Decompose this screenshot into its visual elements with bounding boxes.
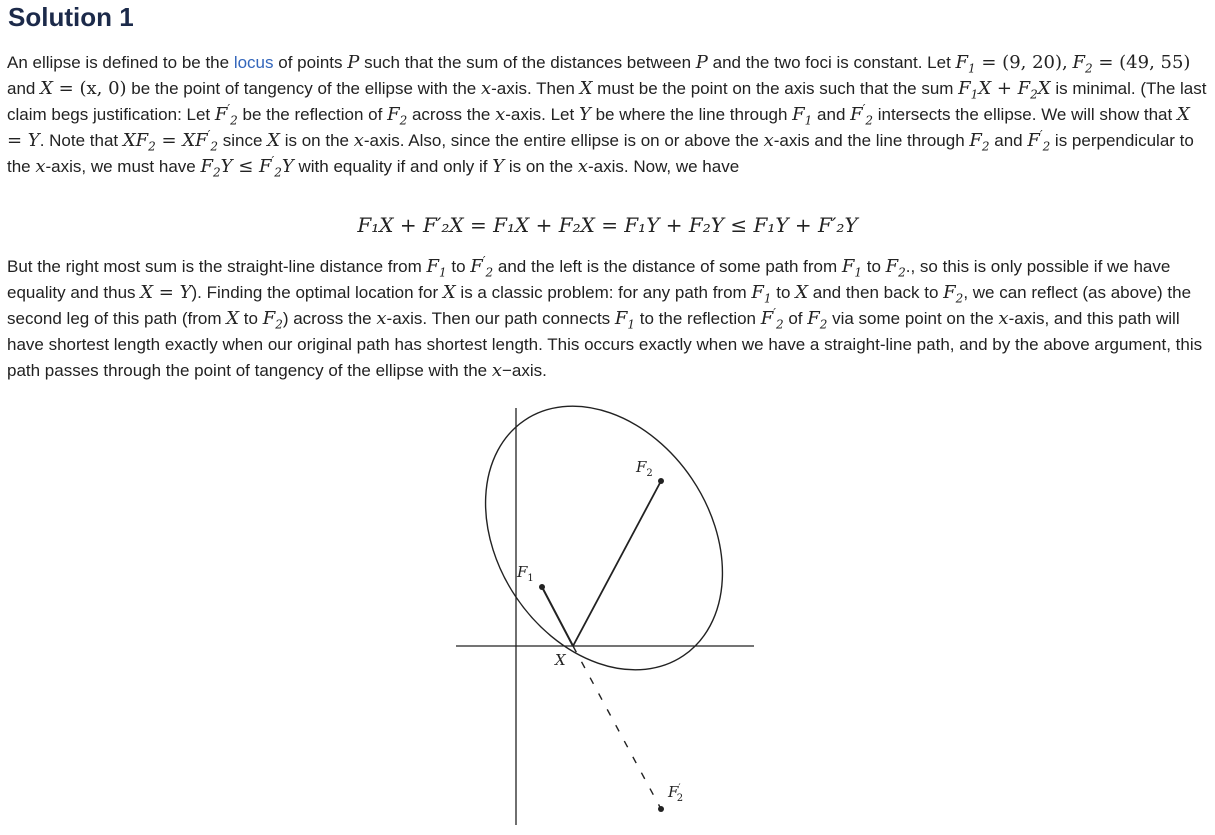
label-f2-prime: F′ 2	[668, 783, 684, 804]
segment-x-f2prime	[573, 646, 661, 809]
segment-f1-x	[542, 587, 573, 646]
point-f1	[539, 584, 545, 590]
label-f1: $F_1$	[517, 563, 534, 584]
segment-f2-x	[573, 481, 661, 646]
solution-paragraph-1: An ellipse is defined to be the locus of points P such that the sum of the distances between P and the two foci is constant. Let $F_1 = (9$, 20), $F_2 = (49$, 55) and X = (x, 0) be the point of tangency of the ellipse with the x-axis. Then X must be the point on the axis such that the sum $F_1X + F_2X$ is minimal. (The last claim begs justification: Let $F'_2$ be the reflection of $F_2$ across the x-axis. Let Y be where the line through $F_1$ and $F'_2$ intersects the ellipse. We will show that X = Y. Note that $XF_2 = XF'_2$ since X is on the x-axis. Also, since the entire ellipse is on or above the x-axis and the line through $F_2$ and $F'_2$ is perpendicular to the x-axis, we must have $F_2Y \le F'_2Y$ with equality if and only if Y is on the x-axis. Now, we have	[7, 52, 1207, 180]
label-x: X	[555, 651, 566, 669]
point-f2	[658, 478, 664, 484]
label-f2: $F_2$	[636, 458, 653, 479]
display-equation: F₁X + F′₂X = F₁X + F₂X = F₁Y + F₂Y ≤ F₁Y + F′₂Y	[357, 213, 858, 237]
point-f2-prime	[658, 806, 664, 812]
ellipse	[440, 400, 770, 715]
solution-title: Solution 1	[8, 2, 134, 32]
solution-paragraph-2: But the right most sum is the straight-line distance from $F_1$ to $F'_2$ and the left is the distance of some path from $F_1$ to $F_2$., so this is only possible if we have equality and thus X = Y). Finding the optimal location for X is a classic problem: for any path from $F_1$ to X and then back to $F_2$, we can reflect (as above) the second leg of this path (from X to $F_2$) across the x-axis. Then our path connects $F_1$ to the reflection $F'_2$ of $F_2$ via some point on the x-axis, and this path will have shortest length exactly when our original path has shortest length. This occurs exactly when we have a straight-line path, and by the above argument, this path passes through the point of tangency of the ellipse with the x−axis.	[7, 254, 1203, 381]
locus-link[interactable]: locus	[233, 53, 274, 72]
ellipse-diagram	[440, 400, 770, 830]
